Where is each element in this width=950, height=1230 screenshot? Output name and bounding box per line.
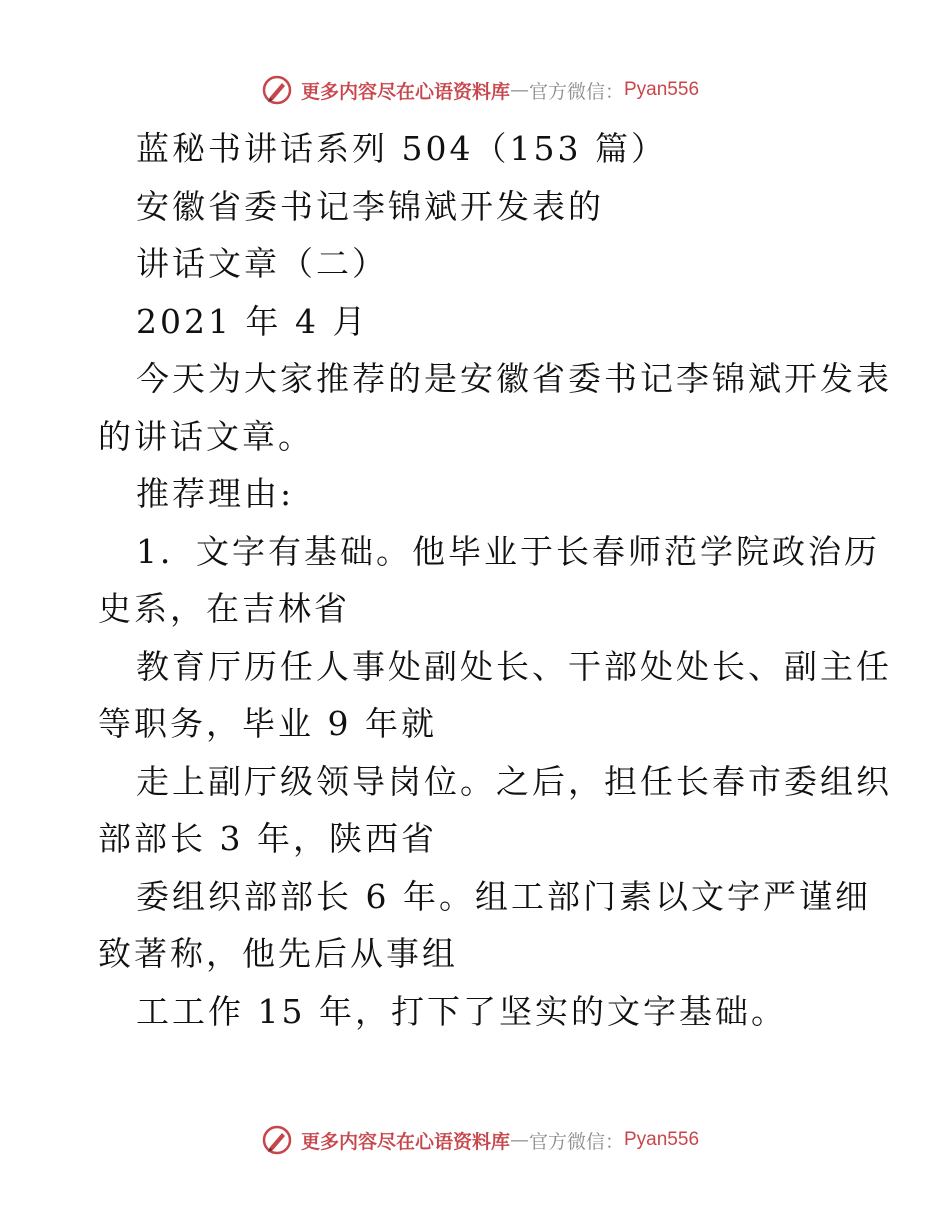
watermark-header [0, 70, 950, 110]
paragraph-line: 今天为大家推荐的是安徽省委书记李锦斌开发表 [136, 359, 892, 398]
watermark-wechat-id: Pyan556 [624, 1129, 700, 1150]
doc-title-line-1: 安徽省委书记李锦斌开发表的 [136, 186, 604, 226]
doc-title-line-2: 讲话文章（二） [136, 244, 388, 283]
watermark-wechat-id: Pyan556 [624, 79, 700, 100]
document-body [98, 120, 892, 1040]
watermark-footer [0, 1120, 950, 1160]
section-heading: 推荐理由: [136, 474, 295, 513]
pen-logo-icon [261, 74, 293, 106]
paragraph-line: 工工作 15 年，打下了坚实的文字基础。 [136, 991, 787, 1031]
watermark-main-text: 更多内容尽在心语资料库 [300, 80, 510, 103]
doc-series-title: 蓝秘书讲话系列 504（153 篇） [136, 129, 667, 168]
paragraph-line: 委组织部部长 6 年。组工部门素以文字严谨细 [136, 876, 871, 916]
paragraph-line: 1．文字有基础。他毕业于长春师范学院政治历 [136, 531, 880, 571]
watermark-sub-text: 官方微信： [528, 1130, 624, 1153]
paragraph-line: 教育厅历任人事处副处长、干部处处长、副主任 [136, 646, 892, 686]
watermark-dash: — [509, 79, 529, 101]
paragraph-line: 部部长 3 年，陕西省 [98, 819, 437, 858]
paragraph-line: 史系，在吉林省 [98, 589, 350, 628]
paragraph-line: 走上副厅级领导岗位。之后，担任长春市委组织 [136, 761, 892, 801]
watermark-dash: — [509, 1129, 529, 1151]
paragraph-line: 等职务，毕业 9 年就 [98, 704, 437, 743]
watermark-main-text: 更多内容尽在心语资料库 [300, 1130, 510, 1153]
paragraph-line: 的讲话文章。 [98, 416, 314, 456]
pen-logo-icon [261, 1124, 293, 1156]
doc-date: 2021 年 4 月 [136, 301, 369, 341]
paragraph-line: 致著称，他先后从事组 [98, 934, 458, 973]
watermark-sub-text: 官方微信： [528, 80, 624, 103]
